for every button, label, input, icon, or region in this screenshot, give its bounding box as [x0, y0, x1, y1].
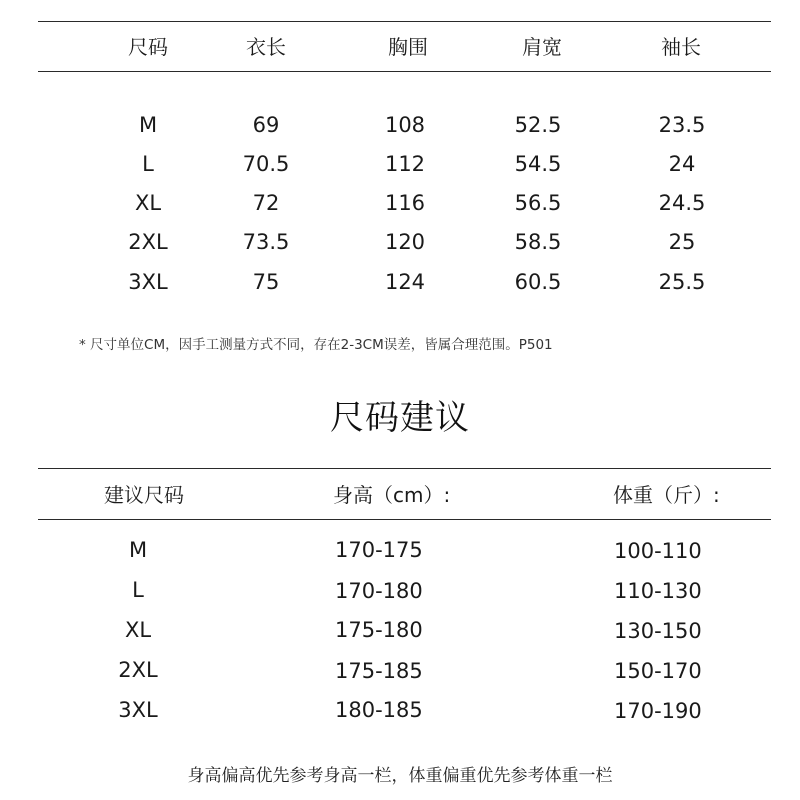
recommendation-height-cell: 180-185 — [335, 698, 423, 722]
size-chart-cell: L — [142, 152, 154, 176]
size-chart-cell: 25 — [668, 230, 696, 254]
size-chart-header-length: 衣长 — [246, 35, 286, 59]
size-chart-header-shoulder: 肩宽 — [522, 35, 562, 59]
size-chart-cell: 24 — [668, 152, 696, 176]
recommendation-size-cell: L — [132, 578, 144, 602]
measurement-note: * 尺寸单位CM，因手工测量方式不同，存在2-3CM误差，皆属合理范围。P501 — [79, 337, 553, 353]
recommendation-top-rule — [38, 468, 771, 469]
size-chart-cell: 23.5 — [658, 113, 706, 137]
recommendation-height-cell: 175-185 — [335, 659, 423, 683]
size-chart-header-size: 尺码 — [128, 35, 168, 59]
recommendation-weight-cell: 130-150 — [614, 619, 702, 643]
size-chart-cell: 124 — [384, 270, 426, 294]
size-chart-cell: 52.5 — [514, 113, 562, 137]
recommendation-weight-cell: 110-130 — [614, 579, 702, 603]
recommendation-height-cell: 170-175 — [335, 538, 423, 562]
recommendation-height-cell: 170-180 — [335, 579, 423, 603]
size-chart-cell: 108 — [384, 113, 426, 137]
size-chart-cell: 24.5 — [658, 191, 706, 215]
size-chart-cell: 70.5 — [242, 152, 290, 176]
recommendation-size-cell: 3XL — [118, 698, 158, 722]
recommendation-footer-note: 身高偏高优先参考身高一栏，体重偏重优先参考体重一栏 — [187, 766, 613, 786]
recommendation-height-cell: 175-180 — [335, 618, 423, 642]
size-chart-top-rule — [38, 21, 771, 22]
recommendation-header-height: 身高（cm）: — [333, 483, 451, 507]
recommendation-header-weight: 体重（斤）: — [613, 483, 720, 507]
size-chart-header-sleeve: 袖长 — [661, 35, 701, 59]
size-chart-cell: 58.5 — [514, 230, 562, 254]
size-chart-cell: 75 — [252, 270, 280, 294]
recommendation-size-cell: 2XL — [118, 658, 158, 682]
size-chart-header-chest: 胸围 — [388, 35, 428, 59]
size-chart-cell: 60.5 — [514, 270, 562, 294]
recommendation-weight-cell: 100-110 — [614, 539, 702, 563]
recommendation-weight-cell: 150-170 — [614, 659, 702, 683]
size-chart-cell: M — [138, 113, 158, 137]
size-chart-cell: 54.5 — [514, 152, 562, 176]
recommendation-size-cell: XL — [124, 618, 152, 642]
size-chart-cell: 56.5 — [514, 191, 562, 215]
size-chart-cell: 2XL — [128, 230, 168, 254]
size-chart-cell: 112 — [384, 152, 426, 176]
recommendation-title: 尺码建议 — [330, 398, 470, 438]
size-chart-cell: 120 — [384, 230, 426, 254]
recommendation-header-rule — [38, 519, 771, 520]
size-chart-cell: 116 — [384, 191, 426, 215]
recommendation-size-cell: M — [128, 538, 148, 562]
size-chart-cell: 69 — [252, 113, 280, 137]
size-chart-cell: XL — [134, 191, 162, 215]
recommendation-header-size: 建议尺码 — [104, 483, 184, 507]
size-chart-cell: 3XL — [128, 270, 168, 294]
size-chart-cell: 73.5 — [242, 230, 290, 254]
recommendation-weight-cell: 170-190 — [614, 699, 702, 723]
size-chart-cell: 25.5 — [658, 270, 706, 294]
size-chart-cell: 72 — [252, 191, 280, 215]
size-chart-header-rule — [38, 71, 771, 72]
